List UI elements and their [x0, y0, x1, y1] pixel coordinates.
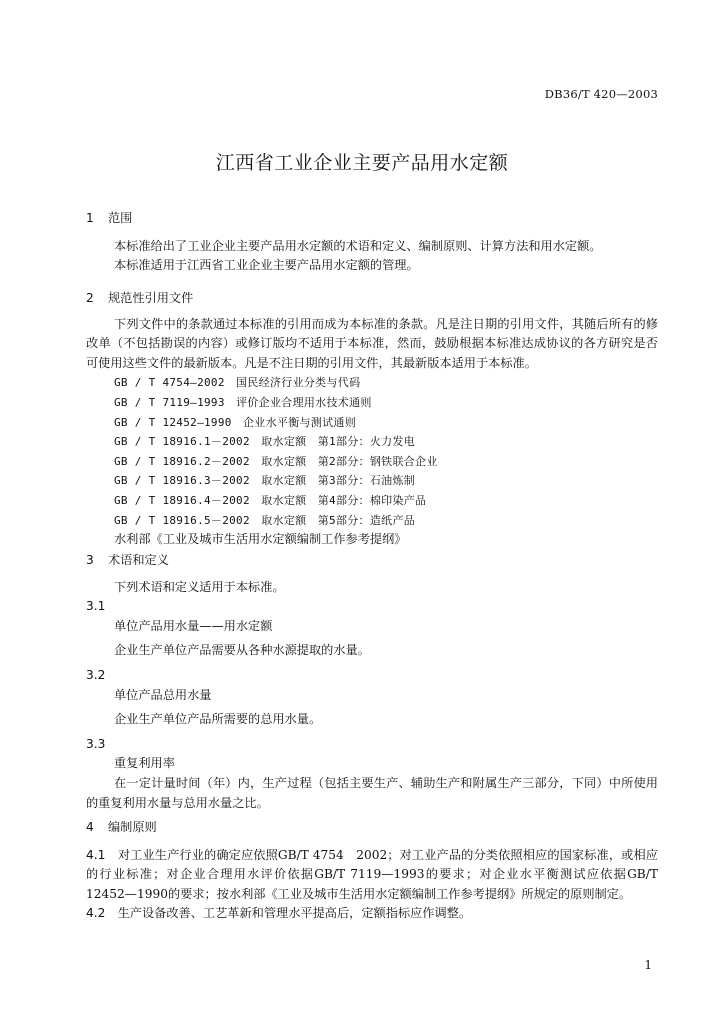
- reference-item: 水利部《工业及城市生活用水定额编制工作参考提纲》: [114, 532, 407, 547]
- section-4-heading: 4 编制原则: [86, 820, 157, 834]
- term-heading: 单位产品用水量——用水定额: [114, 618, 273, 633]
- reference-list: [86, 373, 658, 549]
- section-2-intro: 下列文件中的条款通过本标准的引用而成为本标准的条款。凡是注日期的引用文件，其随后所有的修改单（不包括勘误的内容）或修订版均不适用于本标准，然而，鼓励根据本标准达成协议的各方研究是否可使用这些文件的最新版本。凡是不注日期的引用文件，其最新版本适用于本标准。: [86, 316, 658, 370]
- section-3: [86, 551, 658, 813]
- section-3-heading: 3 术语和定义: [86, 553, 169, 567]
- reference-item: GB / T 7119—1993 评价企业合理用水技术通则: [114, 395, 372, 409]
- section-1: [86, 209, 658, 276]
- section-2-heading: 2 规范性引用文件: [86, 291, 194, 305]
- reference-item: GB / T 18916.1－2002 取水定额 第1部分：火力发电: [114, 435, 416, 449]
- section-1-heading: 1 范围: [86, 211, 133, 225]
- subclause-number: 3.3: [86, 736, 106, 751]
- subclause-number: 3.1: [86, 599, 106, 614]
- term-definition: 企业生产单位产品需要从各种水源提取的水量。: [114, 643, 370, 658]
- term-heading: 重复利用率: [114, 756, 175, 771]
- clause-4-2: 4.2 生产设备改善、工艺革新和管理水平提高后，定额指标应作调整。: [86, 906, 472, 921]
- page-number: 1: [644, 958, 652, 972]
- reference-item: GB / T 12452—1990 企业水平衡与测试通则: [114, 415, 356, 429]
- section-4: [86, 818, 658, 924]
- standard-code: DB36/T 420—2003: [544, 87, 658, 101]
- reference-item: GB / T 4754—2002 国民经济行业分类与代码: [114, 376, 361, 390]
- term-heading: 单位产品总用水量: [114, 687, 212, 702]
- reference-item: GB / T 18916.3－2002 取水定额 第3部分：石油炼制: [114, 474, 416, 488]
- document-title: 江西省工业企业主要产品用水定额: [215, 152, 509, 174]
- section-2: [86, 289, 658, 550]
- clause-4-1: 4.1 对工业生产行业的确定应依照GB/T 4754 2002；对工业产品的分类依照相应的国家标准，或相应的行业标准；对企业合理用水评价依据GB/T 7119—1993的要求；对企业水平衡测试应依据GB/T 12452—1990的要求；按水利部《工业及城市生活用水定额编制工作参考提纲》所规定的原则制定。: [86, 847, 658, 901]
- section-1-para-1: 本标准给出了工业企业主要产品用水定额的术语和定义、编制原则、计算方法和用水定额。: [114, 238, 602, 253]
- reference-item: GB / T 18916.2－2002 取水定额 第2部分：钢铁联合企业: [114, 454, 438, 468]
- section-1-para-2: 本标准适用于江西省工业企业主要产品用水定额的管理。: [114, 258, 419, 273]
- subclause-number: 3.2: [86, 667, 106, 682]
- term-definition: 在一定计量时间（年）内，生产过程（包括主要生产、辅助生产和附属生产三部分，下同）中所使用的重复利用水量与总用水量之比。: [86, 775, 658, 810]
- section-3-intro: 下列术语和定义适用于本标准。: [114, 579, 285, 594]
- term-definition: 企业生产单位产品所需要的总用水量。: [114, 712, 322, 727]
- reference-item: GB / T 18916.5－2002 取水定额 第5部分：造纸产品: [114, 513, 416, 527]
- reference-item: GB / T 18916.4－2002 取水定额 第4部分：棉印染产品: [114, 493, 427, 507]
